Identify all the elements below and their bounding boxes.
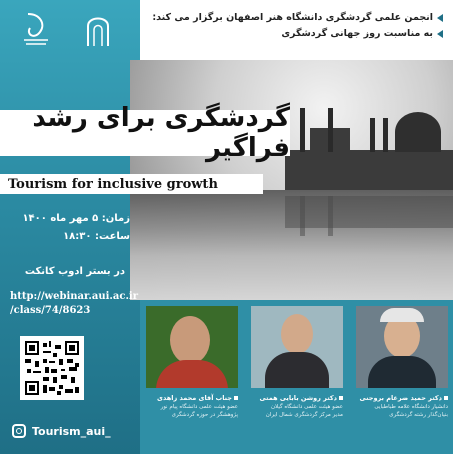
speaker-role: مدیر مرکز گردشگری شمال ایران xyxy=(265,412,343,418)
qr-code[interactable] xyxy=(20,336,84,400)
speaker-name: جناب آقای محمد زاهدی xyxy=(146,394,238,403)
vice-presidency-logo xyxy=(10,8,62,74)
arch-icon xyxy=(82,10,114,50)
event-platform: در بستر ادوب کانکت xyxy=(24,266,125,277)
speaker-photo xyxy=(356,306,448,388)
emblem-icon xyxy=(20,10,52,50)
speaker-role: عضو هیئت علمی دانشگاه گیلان xyxy=(271,404,343,410)
instagram-handle[interactable] xyxy=(12,424,111,438)
qr-code-icon xyxy=(23,339,81,397)
speaker-name: دکتر حمید ضرغام بروجنی xyxy=(356,394,448,403)
title-english-box xyxy=(0,174,263,194)
bullet-icon xyxy=(437,30,443,38)
logos xyxy=(10,8,130,78)
speaker-role: پژوهشگر در حوزه گردشگری xyxy=(171,412,238,418)
bullet-icon xyxy=(437,14,443,22)
speakers xyxy=(140,306,453,454)
speaker-name: دکتر روشن بابایی همتی xyxy=(251,394,343,403)
speaker-card xyxy=(146,306,238,419)
speaker-role: دانشیار دانشگاه علامه طباطبایی xyxy=(374,404,448,410)
announcement xyxy=(143,10,443,42)
announcement-line2: به مناسبت روز جهانی گردشگری xyxy=(281,28,433,39)
instagram-icon xyxy=(12,424,26,438)
speaker-photo xyxy=(146,306,238,388)
url-line2: /class/74/8623 xyxy=(10,305,91,316)
university-logo xyxy=(72,8,124,74)
schedule xyxy=(10,210,130,246)
speaker-photo xyxy=(251,306,343,388)
url-line1: http://webinar.aui.ac.ir xyxy=(10,291,138,302)
event-date: زمان: ۵ مهر ماه ۱۴۰۰ xyxy=(22,213,130,224)
speaker-card xyxy=(356,306,448,419)
title-persian: گردشگری برای رشد فراگیر xyxy=(32,103,290,163)
speaker-role: بنیان‌گذار رشته گردشگری xyxy=(389,412,448,418)
title-persian-box xyxy=(0,103,290,163)
speaker-role: عضو هیئت علمی دانشگاه پیام نور xyxy=(160,404,238,410)
instagram-label: Tourism_aui_ xyxy=(32,424,111,438)
announcement-line1: انجمن علمی گردشگری دانشگاه هنر اصفهان برگزار می کند: xyxy=(152,12,433,23)
speaker-card xyxy=(251,306,343,419)
webinar-url[interactable] xyxy=(10,290,138,318)
title-english: Tourism for inclusive growth xyxy=(8,176,218,192)
event-time: ساعت: ۱۸:۳۰ xyxy=(63,231,130,242)
